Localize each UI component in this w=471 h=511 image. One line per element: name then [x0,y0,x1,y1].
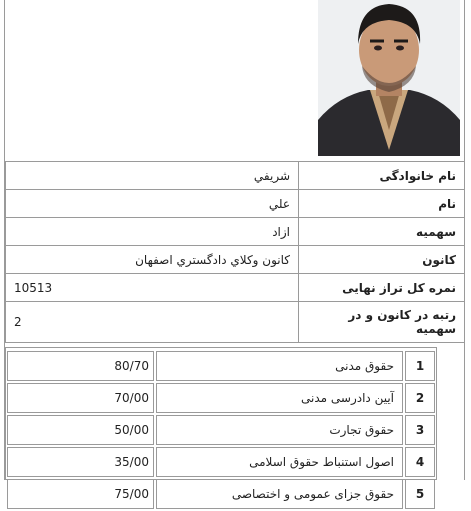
grade-score: 75/00 [7,479,154,509]
grade-score: 70/00 [7,383,154,413]
grade-row [7,351,435,381]
profile-info-table [5,161,465,343]
total-score-value: 10513 [6,274,299,302]
rank-label: رتبه در کانون و در سهمیه [299,302,465,343]
person-photo-icon [318,0,460,156]
grade-score: 80/70 [7,351,154,381]
grade-row [7,479,435,509]
grade-number: 3 [405,415,435,445]
info-row-total-score [6,274,465,302]
grade-score: 50/00 [7,415,154,445]
info-row-lastname [6,162,465,190]
info-row-rank [6,302,465,343]
grade-number: 1 [405,351,435,381]
grade-course: حقوق جزای عمومی و اختصاصی [156,479,403,509]
grade-row [7,415,435,445]
quota-label: سهمیه [299,218,465,246]
grade-row [7,383,435,413]
grade-course: آیین دادرسی مدنی [156,383,403,413]
grade-row [7,447,435,477]
grade-number: 4 [405,447,435,477]
grades-table [5,349,437,511]
rank-value: 2 [6,302,299,343]
grade-course: حقوق مدنی [156,351,403,381]
firstname-value: علي [6,190,299,218]
grade-course: اصول استنباط حقوق اسلامی [156,447,403,477]
lastname-label: نام خانوادگی [299,162,465,190]
grade-score: 35/00 [7,447,154,477]
grade-number: 5 [405,479,435,509]
total-score-label: نمره کل تراز نهایی [299,274,465,302]
bar-association-value: كانون وكلاي دادگستري اصفهان [6,246,299,274]
info-row-bar-association [6,246,465,274]
info-row-firstname [6,190,465,218]
lastname-value: شريفي [6,162,299,190]
info-row-quota [6,218,465,246]
grade-course: حقوق تجارت [156,415,403,445]
grade-number: 2 [405,383,435,413]
bar-association-label: کانون [299,246,465,274]
firstname-label: نام [299,190,465,218]
profile-photo [318,0,460,156]
quota-value: ازاد [6,218,299,246]
